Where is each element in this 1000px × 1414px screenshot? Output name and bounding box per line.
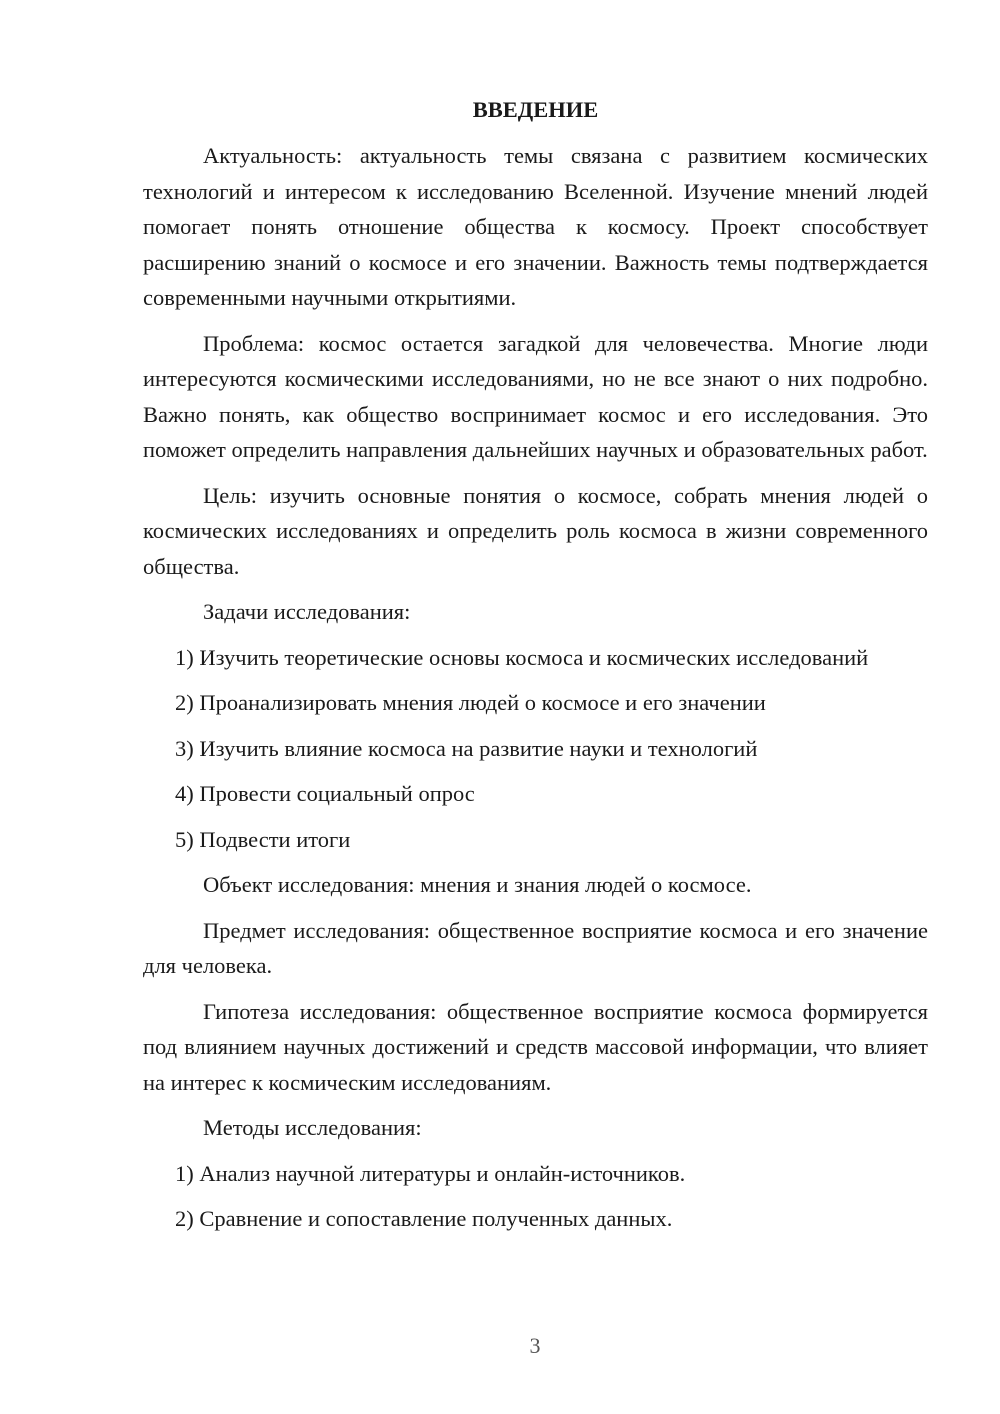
methods-heading: Методы исследования:	[203, 1115, 422, 1140]
object-paragraph: Объект исследования: мнения и знания людей о космосе.	[203, 872, 752, 897]
method-item: 1) Анализ научной литературы и онлайн-источников.	[175, 1160, 686, 1186]
tasks-heading: Задачи исследования:	[203, 599, 411, 624]
relevance-paragraph: Актуальность: актуальность темы связана с развитием космических технологий и интересом к исследованию Вселенной. Изучение мнений людей помогает понять отношение общества к космосу. Проект способствует расширению знаний о космосе и его значении. Важность темы подтверждается современными научными открытиями.	[143, 143, 928, 310]
section-title: ВВЕДЕНИЕ	[472, 97, 599, 122]
task-item: 1) Изучить теоретические основы космоса и космических исследований	[175, 644, 869, 670]
document-page	[143, 92, 928, 1247]
task-item: 4) Провести социальный опрос	[175, 781, 475, 806]
problem-paragraph: Проблема: космос остается загадкой для человечества. Многие люди интересуются космическими исследованиями, но не все знают о них подробно. Важно понять, как общество воспринимает космос и его исследования. Это поможет определить направления дальнейших научных и образовательных работ.	[143, 330, 928, 462]
subject-paragraph: Предмет исследования: общественное восприятие космоса и его значение для человека.	[143, 917, 928, 978]
method-item: 2) Сравнение и сопоставление полученных данных.	[175, 1206, 673, 1231]
page-number: 3	[529, 1333, 541, 1358]
task-item: 2) Проанализировать мнения людей о космосе и его значении	[175, 690, 766, 715]
goal-paragraph: Цель: изучить основные понятия о космосе, собрать мнения людей о космических исследованиях и определить роль космоса в жизни современного общества.	[143, 482, 928, 579]
hypothesis-paragraph: Гипотеза исследования: общественное восприятие космоса формируется под влиянием научных достижений и средств массовой информации, что влияет на интерес к космическим исследованиям.	[143, 998, 928, 1095]
task-item: 5) Подвести итоги	[175, 826, 351, 852]
task-item: 3) Изучить влияние космоса на развитие науки и технологий	[175, 735, 758, 761]
